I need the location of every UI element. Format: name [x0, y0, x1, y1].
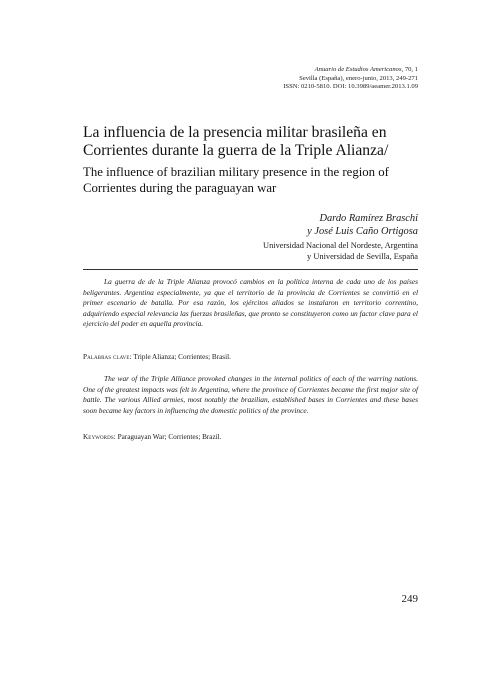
title-english: The influence of brazilian military presence in the region of Corrientes during the paraguayan war — [83, 165, 389, 195]
journal-line-3: ISSN: 0210-5810. DOI: 10.3989/aeamer.2013.1.09 — [283, 83, 418, 91]
authors — [158, 212, 418, 239]
abstract-english: The war of the Triple Alliance provoked changes in the internal politics of each of the warring nations. One of the greatest impacts was felt in Argentina, where the province of Corrientes became the first major site of battle. The various Allied armies, most notably the brazilian, established bases in Corrientes and these bases soon became key factors in influencing the domestic politics of the province. — [83, 374, 418, 415]
journal-volume: , 70, 1 — [401, 66, 418, 73]
author-2: y José Luis Caño Ortigosa — [307, 226, 418, 238]
affiliation-line-1: Universidad Nacional del Nordeste, Argentina — [263, 241, 418, 250]
author-1: Dardo Ramírez Braschi — [319, 213, 418, 224]
journal-line-1 — [198, 66, 418, 75]
keywords-label-english: Keywords: — [83, 433, 116, 441]
keywords-value-spanish: Triple Alianza; Corrientes; Brasil. — [133, 353, 231, 361]
title-spanish: La influencia de la presencia militar brasileña en Corrientes durante la guerra de la Triple Alianza/ — [83, 124, 389, 159]
affiliation — [158, 240, 418, 262]
keywords-spanish — [83, 353, 418, 362]
divider-rule — [83, 269, 418, 270]
journal-info — [198, 66, 418, 92]
journal-line-2: Sevilla (España), enero-junio, 2013, 249-271 — [299, 74, 418, 82]
abstract-spanish: La guerra de de la Triple Alianza provocó cambios en la política interna de cada uno de los países beligerantes. Argentina especialmente, ya que el territorio de la provincia de Corrientes se convirtió en el primer escenario de batalla. Por esa razón, los ejércitos aliados se instalaron en territorio correntino, adquiriendo especial relevancia las fuerzas brasileñas, que pronto se constituyeron como un factor clave para el ejercicio del poder en aquella provincia. — [83, 277, 418, 329]
keywords-english — [83, 433, 418, 442]
page-number: 249 — [401, 593, 418, 605]
keywords-value-english: Paraguayan War; Corrientes; Brazil. — [117, 433, 222, 441]
affiliation-line-2: y Universidad de Sevilla, España — [307, 252, 418, 261]
keywords-label-spanish: Palabras clave: — [83, 353, 132, 361]
journal-name: Anuario de Estudios Americanos — [314, 66, 402, 73]
